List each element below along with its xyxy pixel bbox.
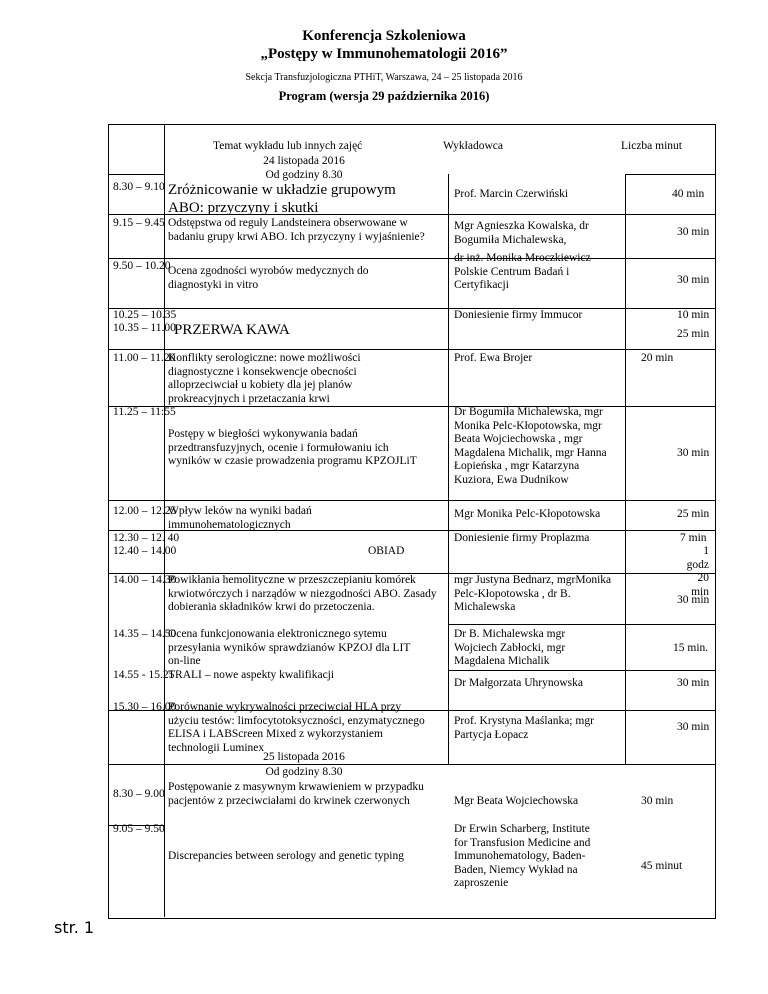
program-version: Program (wersja 29 października 2016)	[278, 89, 490, 103]
row-minutes: 1 godz 20 min	[686, 545, 709, 598]
row-topic: TRALI – nowe aspekty kwalifikacji	[168, 669, 335, 681]
row-time: 15.30 – 16.00	[113, 701, 177, 713]
row-time: 9.50 – 10.20	[113, 260, 171, 272]
doc-title: Konferencja Szkoleniowa	[302, 28, 466, 44]
row-topic: Zróżnicowanie w układzie grupowym ABO: przyczyny i skutki	[168, 182, 396, 216]
row-lecturer: Dr Erwin Scharberg, Institute for Transfusion Medicine and Immunohematology, Baden-Baden, Niemcy Wykład na zaproszenie	[454, 823, 591, 889]
row-minutes: 45 minut	[641, 860, 683, 872]
row-minutes: 30 min	[677, 594, 710, 606]
row-minutes: 20 min	[641, 352, 674, 364]
row-topic: Discrepancies between serology and genetic typing	[168, 850, 404, 862]
row-topic: Konflikty serologiczne: nowe możliwości diagnostyczne i konsekwencje obecności alloprzeciwciał u kobiety dla jej planów prokreacyjnych i przetaczania krwi	[168, 352, 361, 405]
row-lecturer: mgr Justyna Bednarz, mgrMonika Pelc-Kłopotowska , dr B. Michalewska	[454, 574, 612, 613]
row-time: 12.40 – 14.00	[113, 545, 177, 557]
col-header-topic: Temat wykładu lub innych zajęć	[213, 140, 363, 152]
row-minutes: 30 min	[641, 795, 674, 807]
row-time: 9.15 – 9.45	[113, 217, 165, 229]
day2-start: Od godziny 8.30	[265, 766, 343, 778]
row-minutes: 15 min.	[673, 642, 709, 654]
row-minutes: 25 min	[677, 328, 710, 340]
row-topic: Odstępstwa od reguły Landsteinera obserwowane w badaniu grupy krwi ABO. Ich przyczyny i wyjaśnienie?	[168, 217, 425, 243]
day2-date: 25 listopada 2016	[263, 751, 345, 763]
row-lecturer: Dr Bogumiła Michalewska, mgr Monika Pelc-Kłopotowska, mgr Beata Wojciechowska , mgr Magdalena Michalik, mgr Hanna Łopieńska , mgr Katarzyna Kuziora, Ewa Dudnikow	[454, 406, 607, 486]
page-number: str. 1	[54, 918, 95, 937]
row-minutes: 30 min	[677, 274, 710, 286]
row-time: 14.55 - 15.25	[113, 669, 175, 681]
row-minutes: 30 min	[677, 677, 710, 689]
row-time: 8.30 – 9.00	[113, 788, 165, 800]
row-time: 11.00 – 11.20	[113, 352, 176, 364]
col-header-lecturer: Wykładowca	[443, 140, 503, 152]
lunch-label: OBIAD	[368, 545, 405, 557]
row-minutes: 40 min	[672, 188, 705, 200]
row-time: 14.35 – 14.50	[113, 628, 177, 640]
row-minutes: 30 min	[677, 226, 710, 238]
break-label: PRZERWA KAWA	[174, 322, 290, 338]
organizer-line: Sekcja Transfuzjologiczna PTHiT, Warszawa, 24 – 25 listopada 2016	[245, 72, 523, 83]
row-lecturer: Dr Małgorzata Uhrynowska	[454, 677, 584, 689]
row-time: 10.25 – 10.35	[113, 309, 177, 321]
row-time: 12.30 – 12. 40	[113, 532, 180, 544]
row-minutes: 25 min	[677, 508, 710, 520]
row-lecturer: Dr B. Michalewska mgr Wojciech Zabłocki, mgr Magdalena Michalik	[454, 628, 566, 667]
row-time: 12.00 – 12.25	[113, 505, 177, 517]
row-minutes: 10 min	[677, 309, 710, 321]
row-minutes: 7 min	[680, 532, 707, 544]
row-topic: Ocena zgodności wyrobów medycznych do diagnostyki in vitro	[168, 265, 369, 291]
row-topic: Postępy w biegłości wykonywania badań przedtransfuzyjnych, ocenie i formułowaniu ich wyników w czasie prowadzenia programu KPZOJLiT	[168, 428, 417, 467]
row-lecturer: Doniesienie firmy Immucor	[454, 309, 583, 321]
col-header-minutes: Liczba minut	[621, 140, 682, 152]
row-time: 14.00 – 14.30	[113, 574, 177, 586]
row-lecturer: Mgr Monika Pelc-Kłopotowska	[454, 508, 601, 520]
row-lecturer: Mgr Agnieszka Kowalska, dr Bogumiła Michalewska,	[454, 220, 589, 246]
row-minutes: 30 min	[677, 721, 710, 733]
row-lecturer: dr inż. Monika Mroczkiewicz Polskie Centrum Badań i Certyfikacji	[454, 252, 591, 291]
row-lecturer: Doniesienie firmy Proplazma	[454, 532, 590, 544]
row-lecturer: Mgr Beata Wojciechowska	[454, 795, 579, 807]
row-topic: Powikłania hemolityczne w przeszczepianiu komórek krwiotwórczych i narządów w niezgodności ABO. Zasady dobierania składników krwi do przetoczenia.	[168, 574, 437, 613]
row-minutes: 30 min	[677, 447, 710, 459]
row-time: 9.05 – 9.50	[113, 823, 165, 835]
row-time: 11.25 – 11:55	[113, 406, 176, 418]
conference-name: „Postępy w Immunohematologii 2016”	[260, 46, 508, 62]
row-topic: Porównanie wykrywalności przeciwciał HLA przy użyciu testów: limfocytotoksyczności, enzymatycznego ELISA i LABScreen Mixed z wykorzystaniem technologii Luminex	[168, 701, 425, 754]
row-lecturer: Prof. Krystyna Maślanka; mgr Partycja Łopacz	[454, 715, 594, 741]
row-topic: Postępowanie z masywnym krwawieniem w przypadku pacjentów z przeciwciałami do krwinek czerwonych	[168, 781, 424, 807]
row-time: 10.35 – 11.00	[113, 322, 176, 334]
lecturer-col-divider	[625, 174, 626, 764]
day1-start: Od godziny 8.30	[265, 169, 343, 181]
row-topic: Ocena funkcjonowania elektronicznego sytemu przesyłania wyników sprawdzianów KPZOJ dla LIT on-line	[168, 628, 411, 667]
row-lecturer: Prof. Marcin Czerwiński	[454, 188, 569, 200]
day1-date: 24 listopada 2016	[263, 155, 345, 167]
row-lecturer: Prof. Ewa Brojer	[454, 352, 533, 364]
row-topic: Wpływ leków na wyniki badań immunohematologicznych	[168, 505, 312, 531]
row-time: 8.30 – 9.10	[113, 181, 165, 193]
topic-col-divider	[448, 174, 449, 764]
